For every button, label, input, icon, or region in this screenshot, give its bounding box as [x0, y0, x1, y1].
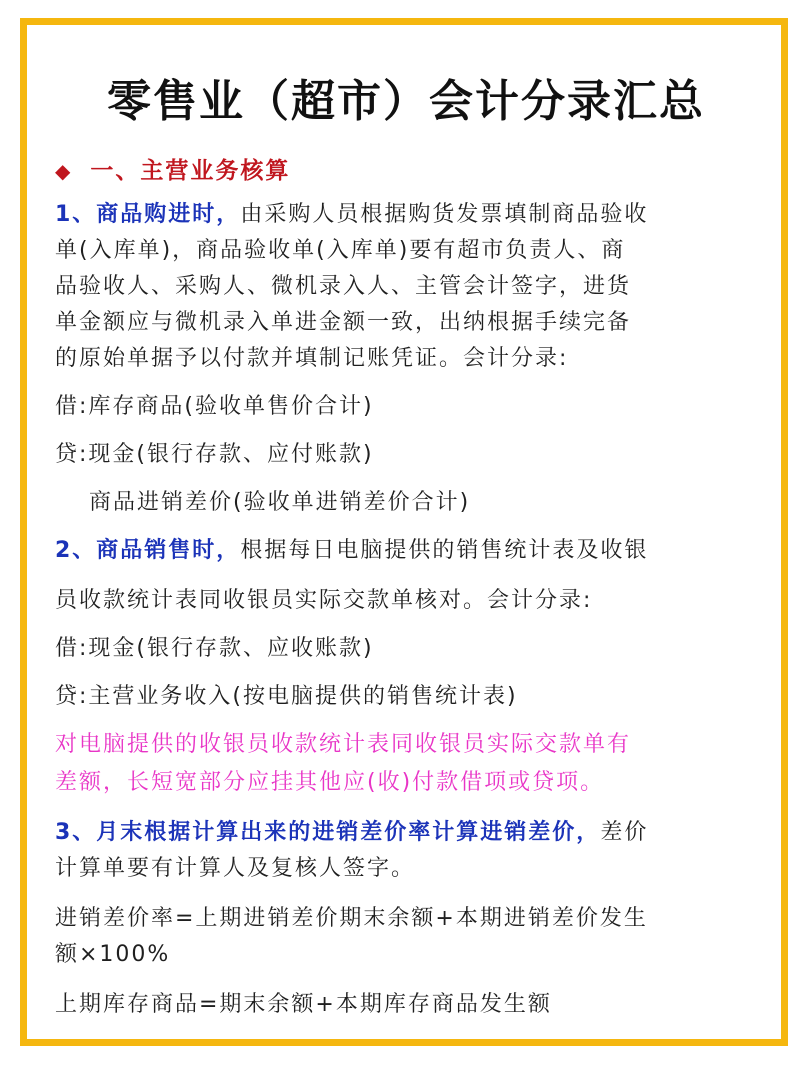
item3-text: 差价: [600, 820, 649, 845]
item3-line-2: 计算单要有计算人及复核人签字。: [55, 856, 416, 881]
item2-line-1: [55, 533, 757, 569]
diamond-icon: ◆: [55, 159, 73, 183]
document-body: [55, 25, 757, 1039]
item3-lead: 3、月末根据计算出来的进销差价率计算进销差价，: [55, 820, 601, 845]
item1-text: 由采购人员根据购货发票填制商品验收: [240, 202, 649, 227]
item1-line-1: [55, 197, 757, 233]
item2-lead: 2、商品销售时，: [55, 538, 241, 563]
page-frame: [20, 18, 788, 1046]
formula-rate-line-1: 进销差价率=上期进销差价期末余额+本期进销差价发生: [55, 906, 648, 931]
item1-line-5: 的原始单据予以付款并填制记账凭证。会计分录:: [55, 346, 569, 371]
formula-rate-line-2: 额×100%: [55, 942, 171, 967]
item3-line-1: [55, 815, 757, 851]
item2-note-line-2: 差额，长短宽部分应挂其他应(收)付款借项或贷项。: [55, 770, 605, 795]
item2-note-line-1: 对电脑提供的收银员收款统计表同收银员实际交款单有: [55, 732, 632, 757]
item1-debit-entry: 借:库存商品(验收单售价合计): [55, 394, 374, 419]
item2-line-2: 员收款统计表同收银员实际交款单核对。会计分录:: [55, 588, 593, 613]
item1-credit-entry-2: 商品进销差价(验收单进销差价合计): [89, 490, 471, 515]
item1-credit-entry: 贷:现金(银行存款、应付账款): [55, 442, 374, 467]
item2-debit-entry: 借:现金(银行存款、应收账款): [55, 636, 374, 661]
section-heading: [55, 153, 757, 189]
item1-line-3: 品验收人、采购人、微机录入人、主管会计签字，进货: [55, 274, 632, 299]
item1-lead: 1、商品购进时，: [55, 202, 241, 227]
item1-line-2: 单(入库单)，商品验收单(入库单)要有超市负责人、商: [55, 238, 626, 263]
section-heading-text: 一、主营业务核算: [90, 158, 291, 184]
formula-inventory: 上期库存商品=期末余额+本期库存商品发生额: [55, 992, 552, 1017]
page-title: 零售业（超市）会计分录汇总: [107, 76, 705, 127]
item2-text: 根据每日电脑提供的销售统计表及收银: [240, 538, 649, 563]
item1-line-4: 单金额应与微机录入单进金额一致，出纳根据手续完备: [55, 310, 632, 335]
item2-credit-entry: 贷:主营业务收入(按电脑提供的销售统计表): [55, 684, 518, 709]
